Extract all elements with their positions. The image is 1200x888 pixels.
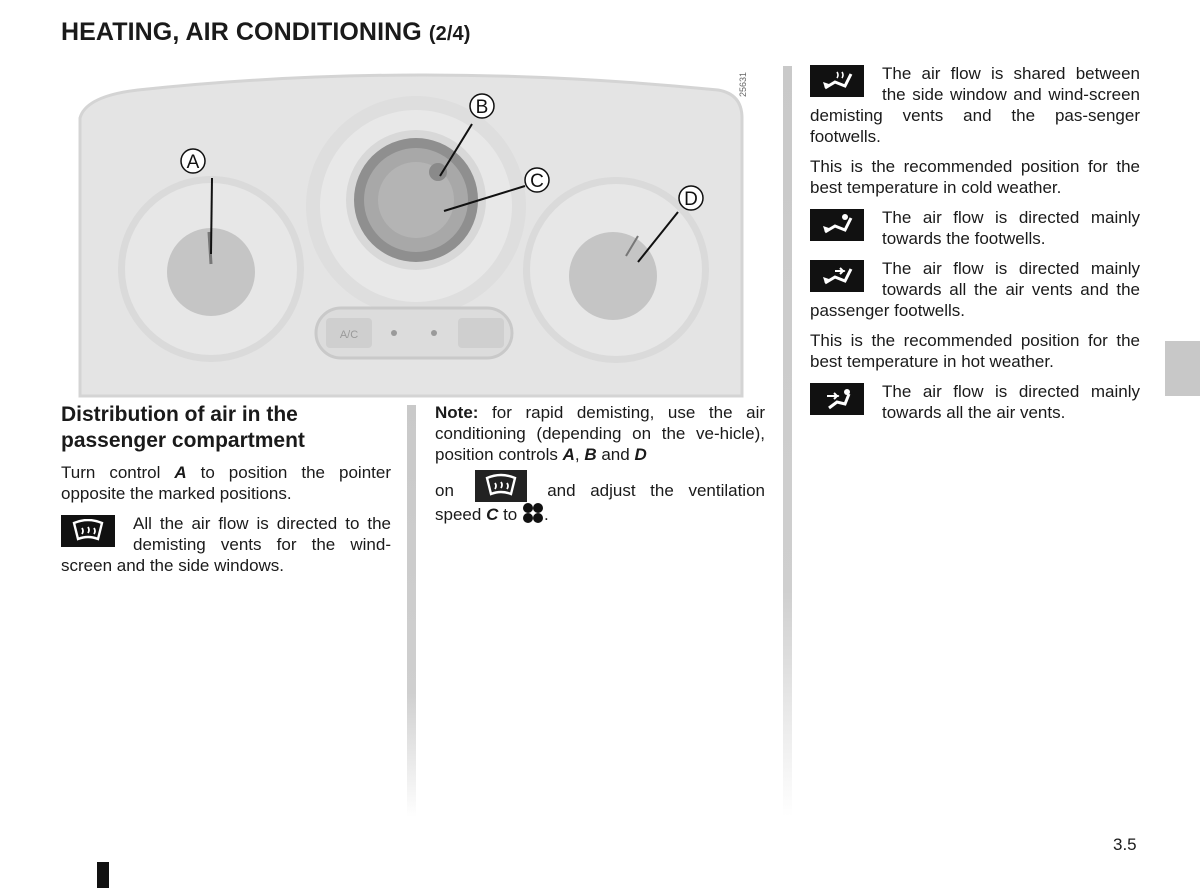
airflow-vents-icon (810, 383, 864, 415)
page-number: 3.5 (1113, 835, 1137, 854)
item-demist-windscreen (61, 513, 391, 585)
item-footwells (810, 207, 1140, 258)
page-title (61, 18, 471, 47)
ac-button-label: A/C (339, 329, 359, 341)
airflow-vents-and-feet-icon (810, 260, 864, 292)
note-paragraph: Note: for rapid demisting, use the air conditioning (depending on the ve-hicle), position controls A, B and D (435, 403, 766, 464)
item-vents (810, 381, 1140, 432)
label-b-text: B (475, 97, 489, 118)
label-a-text: A (186, 152, 200, 173)
control-panel-illustration (78, 66, 768, 398)
demist-windscreen-icon (61, 515, 115, 547)
label-b (470, 94, 494, 118)
item-demist-windscreen-text: All the air flow is directed to the demisting vents for the wind-screen and the side windows. (61, 514, 391, 575)
airflow-demist-and-feet-icon (810, 65, 864, 97)
intro-paragraph: Turn control A to position the pointer opposite the marked positions. (61, 463, 391, 503)
column-divider-2 (783, 66, 792, 817)
label-d (679, 186, 703, 210)
label-c-text: C (530, 171, 544, 192)
airflow-feet-icon (810, 209, 864, 241)
label-a (181, 149, 205, 173)
corner-mark (97, 862, 109, 888)
item-vents-and-feet-text: The air flow is directed mainly towards all the air vents and the passenger footwells. (810, 259, 1140, 320)
control-b-c-dial (306, 96, 526, 316)
item-windows-and-feet (810, 63, 1140, 156)
fan-max-icon (522, 502, 544, 529)
column-1 (61, 402, 391, 585)
title-main: HEATING, AIR CONDITIONING (61, 18, 422, 46)
note-paragraph-cont: on and adjust the ventilation speed C to . (435, 470, 765, 529)
item-vents-text: The air flow is directed mainly towards all the air vents. (882, 382, 1140, 422)
item-vents-and-feet (810, 258, 1140, 330)
cold-weather-note: This is the recommended position for the best temperature in cold weather. (810, 157, 1140, 197)
column-divider-1 (407, 405, 416, 817)
section-heading: Distribution of air in the passenger compartment (61, 403, 305, 452)
column-3 (810, 63, 1140, 432)
label-d-text: D (684, 189, 698, 210)
label-c (525, 168, 549, 192)
demist-windscreen-inline-icon (475, 470, 527, 502)
title-suffix: (2/4) (428, 23, 471, 45)
item-footwells-text: The air flow is directed mainly towards the footwells. (882, 208, 1140, 248)
column-2 (435, 402, 765, 538)
section-tab (1165, 341, 1200, 396)
item-windows-and-feet-text: The air flow is shared between the side window and wind-screen demisting vents and the pas-senger footwells. (810, 64, 1140, 146)
hot-weather-note: This is the recommended position for the best temperature in hot weather. (810, 331, 1140, 371)
figure-code: 25631 (738, 72, 748, 98)
